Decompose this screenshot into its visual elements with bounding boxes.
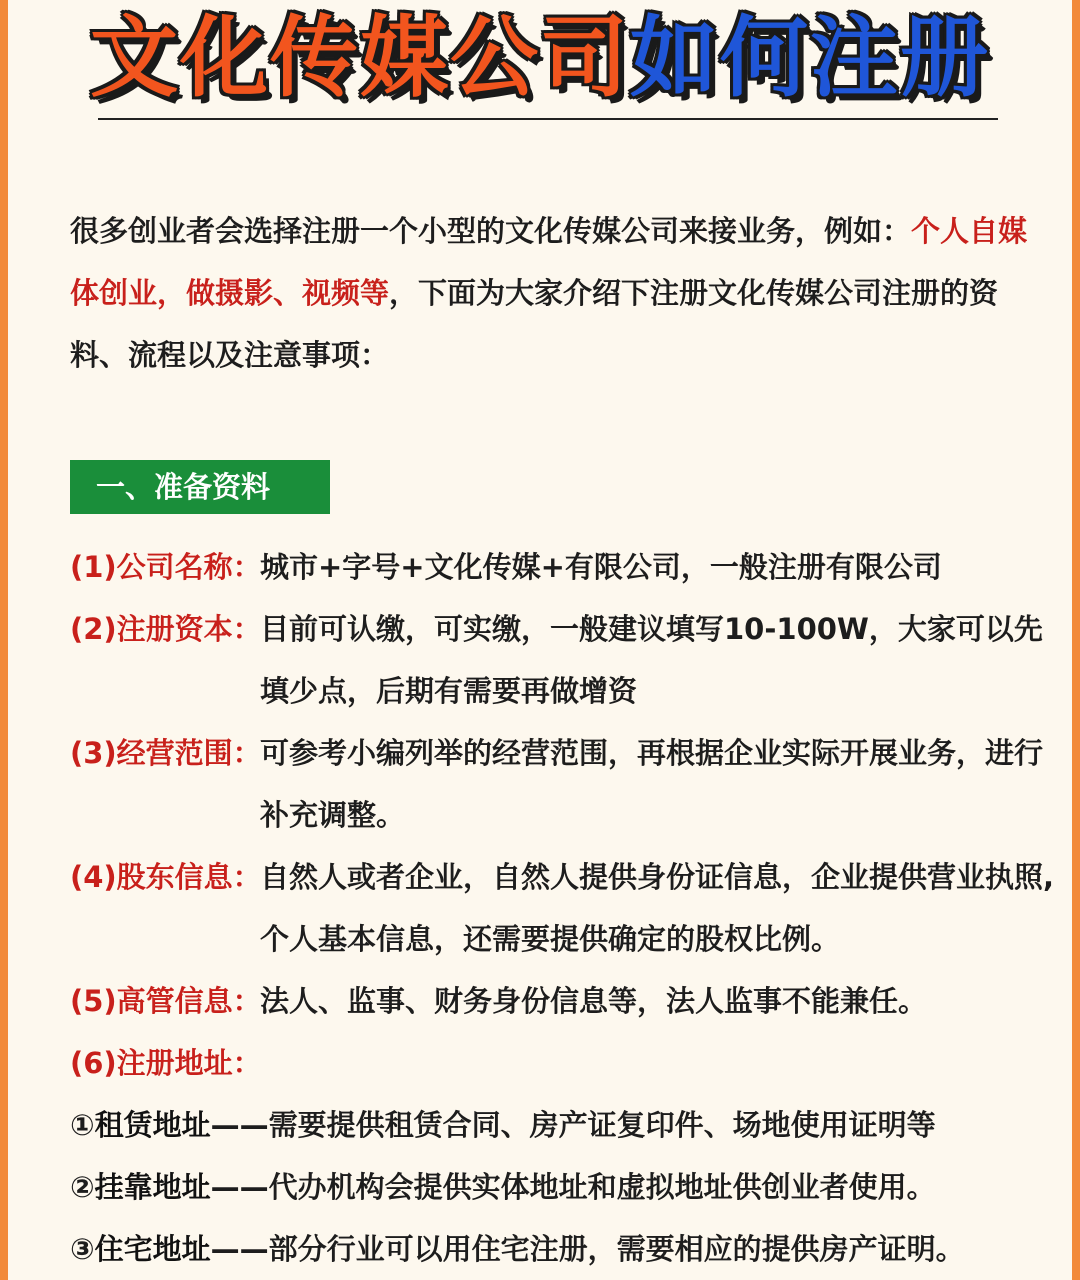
address-type-item	[70, 1156, 1060, 1218]
address-type-key: 租赁地址	[94, 1108, 211, 1142]
list-item	[70, 1032, 1060, 1094]
title-part-orange: 文化传媒公司	[89, 6, 630, 109]
item-label: (2)注册资本：	[70, 612, 262, 646]
address-type-desc: ——部分行业可以用住宅注册，需要相应的提供房产证明。	[210, 1232, 965, 1266]
address-type-item	[70, 1094, 1060, 1156]
title-divider	[98, 118, 998, 120]
item-value: 城市+字号+文化传媒+有限公司，一般注册有限公司	[260, 550, 942, 584]
list-item	[70, 846, 1060, 970]
intro-text-before: 很多创业者会选择注册一个小型的文化传媒公司来接业务，例如：	[70, 214, 912, 248]
item-label: (6)注册地址：	[70, 1046, 262, 1080]
address-type-desc: ——代办机构会提供实体地址和虚拟地址供创业者使用。	[210, 1170, 936, 1204]
list-item	[70, 598, 1060, 722]
item-label: (5)高管信息：	[70, 984, 262, 1018]
address-type-number: ①	[70, 1108, 95, 1142]
title-part-blue: 如何注册	[630, 6, 991, 109]
list-item	[70, 970, 1060, 1032]
address-type-key: 挂靠地址	[94, 1170, 211, 1204]
list-item	[70, 536, 1060, 598]
list-item	[70, 722, 1060, 846]
materials-list	[70, 536, 1060, 1280]
intro-paragraph	[70, 200, 1030, 386]
item-label: (1)公司名称：	[70, 550, 262, 584]
section-badge-prepare: 一、准备资料	[70, 460, 330, 514]
item-label: (4)股东信息：	[70, 860, 262, 894]
page-title	[8, 6, 1072, 110]
intro-highlight: 个人自媒体创业，做摄影、视频等	[70, 214, 1028, 310]
item-value: 目前可认缴，可实缴，一般建议填写10-100W，大家可以先填少点，后期有需要再做增资	[260, 612, 1043, 708]
address-type-number: ③	[70, 1232, 95, 1266]
address-type-desc: ——需要提供租赁合同、房产证复印件、场地使用证明等	[210, 1108, 936, 1142]
item-label: (3)经营范围：	[70, 736, 262, 770]
item-value: 法人、监事、财务身份信息等，法人监事不能兼任。	[260, 984, 928, 1018]
intro-text-after: ，下面为大家介绍下注册文化传媒公司注册的资料、流程以及注意事项：	[70, 276, 999, 372]
address-type-key: 住宅地址	[94, 1232, 211, 1266]
address-type-number: ②	[70, 1170, 95, 1204]
address-type-item	[70, 1218, 1060, 1280]
item-value	[260, 1032, 1060, 1094]
item-value: 自然人或者企业，自然人提供身份证信息，企业提供营业执照,个人基本信息，还需要提供确定的股权比例。	[260, 860, 1055, 956]
item-value: 可参考小编列举的经营范围，再根据企业实际开展业务，进行补充调整。	[260, 736, 1044, 832]
